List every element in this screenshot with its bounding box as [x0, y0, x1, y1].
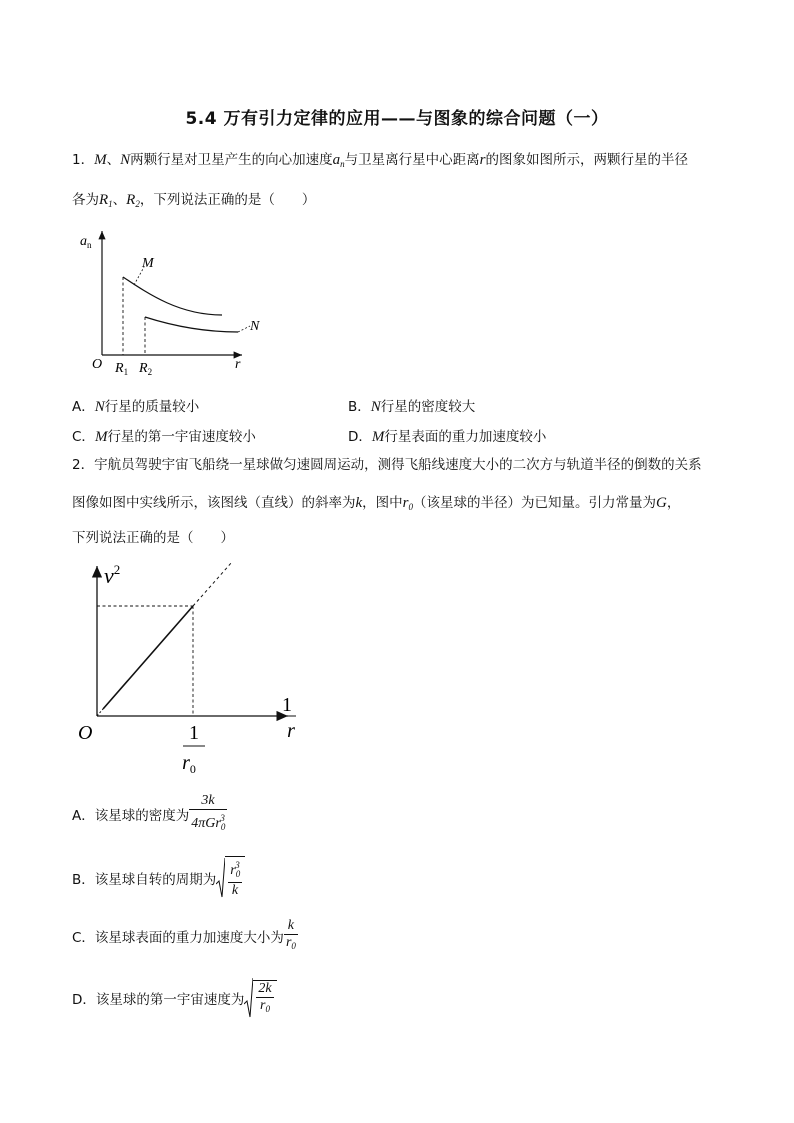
q1-var-an	[333, 152, 345, 168]
q1-option-a[interactable]	[72, 395, 199, 416]
q2-option-a-den-sub: 0	[220, 822, 226, 832]
q1-option-b-var: N	[370, 399, 381, 415]
q1-var-m: M	[94, 152, 107, 168]
q2-r0-letter: r	[402, 495, 409, 511]
q1-option-a-text: 行星的质量较小	[104, 399, 200, 415]
q2-stem-line2	[72, 493, 680, 517]
q2-origin-dash	[97, 709, 103, 716]
q2-line2-b: ，图中	[362, 495, 403, 511]
q1-number: 1．	[72, 152, 95, 168]
q1-text-f: 的图象如图所示，两颗行星的半径	[485, 152, 688, 168]
q1-r1-letter: R	[99, 192, 109, 208]
q2-x-label-num: 1	[282, 694, 292, 716]
q1-curve-n	[145, 317, 238, 332]
q1-option-d[interactable]	[348, 425, 546, 446]
q2-option-d-radicand	[253, 980, 276, 1017]
q1-option-c-letter: C．	[72, 429, 95, 445]
q1-line2-b: ，下列说法正确的是（ ）	[139, 192, 316, 208]
q1-an-letter: a	[332, 152, 341, 168]
q1-option-c[interactable]	[72, 425, 256, 446]
q1-graph	[70, 225, 290, 385]
q2-option-c[interactable]	[72, 918, 298, 954]
page-title: 5.4 万有引力定律的应用——与图象的综合问题（一）	[185, 109, 609, 129]
q2-option-b-fraction	[228, 857, 241, 899]
q1-r1-label: $R_1$	[115, 361, 129, 377]
q2-option-b-num	[228, 857, 241, 882]
q1-r2-label: $R_2$	[139, 361, 153, 377]
q1-n-leader	[238, 326, 250, 332]
q2-tick-num: 1	[189, 722, 199, 744]
q2-line1-text: 宇航员驾驶宇宙飞船绕一星球做匀速圆周运动，测得飞船线速度大小的二次方与轨道半径的倒数的关系	[94, 457, 702, 473]
q2-option-b-text: B．该星球自转的周期为	[72, 871, 217, 888]
q1-option-c-var: M	[94, 429, 108, 445]
q1-line2-sep: 、	[112, 192, 127, 208]
q2-option-c-den-sub: 0	[291, 941, 296, 951]
q2-stem-line3: 下列说法正确的是（ ）	[72, 530, 234, 546]
q2-option-d-sqrt	[244, 978, 276, 1018]
q2-graph	[70, 556, 320, 781]
q2-option-d-den-sub: 0	[265, 1003, 270, 1014]
q2-option-d[interactable]	[72, 978, 277, 1018]
q2-option-a-num: 3k	[201, 793, 215, 808]
q2-option-b-sqrt	[216, 856, 244, 899]
q1-stem-line1	[72, 150, 688, 174]
q2-number: 2．	[72, 457, 95, 473]
q2-option-d-radical-icon	[244, 978, 253, 1018]
q2-extension-dash	[193, 562, 232, 606]
q1-r1-sub: 1	[108, 199, 113, 209]
q2-option-c-den-main: r	[285, 935, 292, 950]
q2-option-a-text: A．该星球的密度为	[72, 808, 190, 824]
q1-var-r2	[126, 192, 140, 208]
q2-x-label-den: r	[287, 720, 295, 742]
q1-x-label: r	[235, 357, 241, 372]
q2-option-b-den: k	[228, 882, 241, 899]
q2-option-c-den	[284, 934, 298, 954]
q2-stem-line1	[72, 455, 702, 475]
q2-option-d-den-main: r	[260, 997, 266, 1013]
q2-var-r0	[403, 495, 413, 511]
q1-r2-sub: 2	[135, 199, 140, 209]
q2-option-b-num-sup: 3	[235, 860, 240, 870]
q2-option-d-text: D．该星球的第一宇宙速度为	[72, 992, 245, 1008]
q2-y-label: $v^2$	[104, 562, 121, 588]
q1-var-r1	[99, 192, 113, 208]
q2-option-b-num-main: r	[230, 863, 236, 878]
q2-option-b-radical-icon	[216, 858, 225, 898]
q2-var-k: k	[355, 495, 363, 511]
q2-option-d-fraction	[256, 981, 273, 1017]
q1-option-b[interactable]	[348, 395, 475, 416]
q2-option-c-fraction	[284, 918, 298, 954]
q1-text-e: 与卫星离行星中心距离	[344, 152, 480, 168]
q2-tick-den: $r_0$	[182, 752, 196, 776]
q1-origin-label: O	[92, 357, 103, 372]
q2-option-a-den-sup: 3	[220, 813, 225, 823]
q2-var-g: G	[656, 495, 667, 511]
q2-option-a-fraction	[189, 793, 227, 835]
q2-option-b-radicand	[225, 856, 244, 899]
q1-line2-a: 各为	[72, 192, 99, 208]
q1-y-label: $a_n$	[80, 234, 92, 250]
q1-an-sub: n	[340, 159, 345, 169]
q1-curve-m-label: M	[142, 256, 154, 271]
q1-curve-n-label: N	[250, 319, 260, 334]
q2-line2-c: （该星球的半径）为已知量。引力常量为	[413, 495, 657, 511]
q2-line2-d: ，	[666, 495, 681, 511]
q2-option-d-den	[256, 997, 273, 1017]
q1-stem-line2	[72, 190, 315, 214]
q1-r2-letter: R	[126, 192, 136, 208]
q1-option-d-text: 行星表面的重力加速度较小	[384, 429, 547, 445]
q1-sep: 、	[106, 152, 121, 168]
q2-line2-a: 图像如图中实线所示，该图线（直线）的斜率为	[72, 495, 356, 511]
q1-option-d-letter: D．	[348, 429, 372, 445]
q1-option-a-letter: A．	[72, 399, 95, 415]
q2-origin-label: O	[78, 722, 93, 744]
q1-option-b-text: 行星的密度较大	[380, 399, 476, 415]
q2-option-a-den-main: 4πGr	[191, 816, 221, 831]
q1-var-n: N	[120, 152, 131, 168]
q1-var-r: r	[479, 152, 486, 168]
q2-option-b-num-sub: 0	[235, 869, 241, 879]
q2-option-c-text: C．该星球表面的重力加速度大小为	[72, 930, 284, 946]
q1-option-b-letter: B．	[348, 399, 371, 415]
q1-curve-m	[123, 277, 222, 315]
q2-option-b[interactable]	[72, 856, 245, 899]
q1-option-d-var: M	[371, 429, 385, 445]
q2-option-d-num: 2k	[258, 980, 272, 996]
q2-option-a-den	[189, 809, 227, 835]
q1-option-a-var: N	[94, 399, 105, 415]
q2-option-a[interactable]	[72, 793, 227, 835]
q2-solid-line	[103, 606, 193, 709]
q2-option-c-num: k	[287, 918, 295, 933]
q2-r0-sub: 0	[408, 502, 414, 512]
q1-option-c-text: 行星的第一宇宙速度较小	[107, 429, 256, 445]
q1-text-d: 两颗行星对卫星产生的向心加速度	[130, 152, 333, 168]
